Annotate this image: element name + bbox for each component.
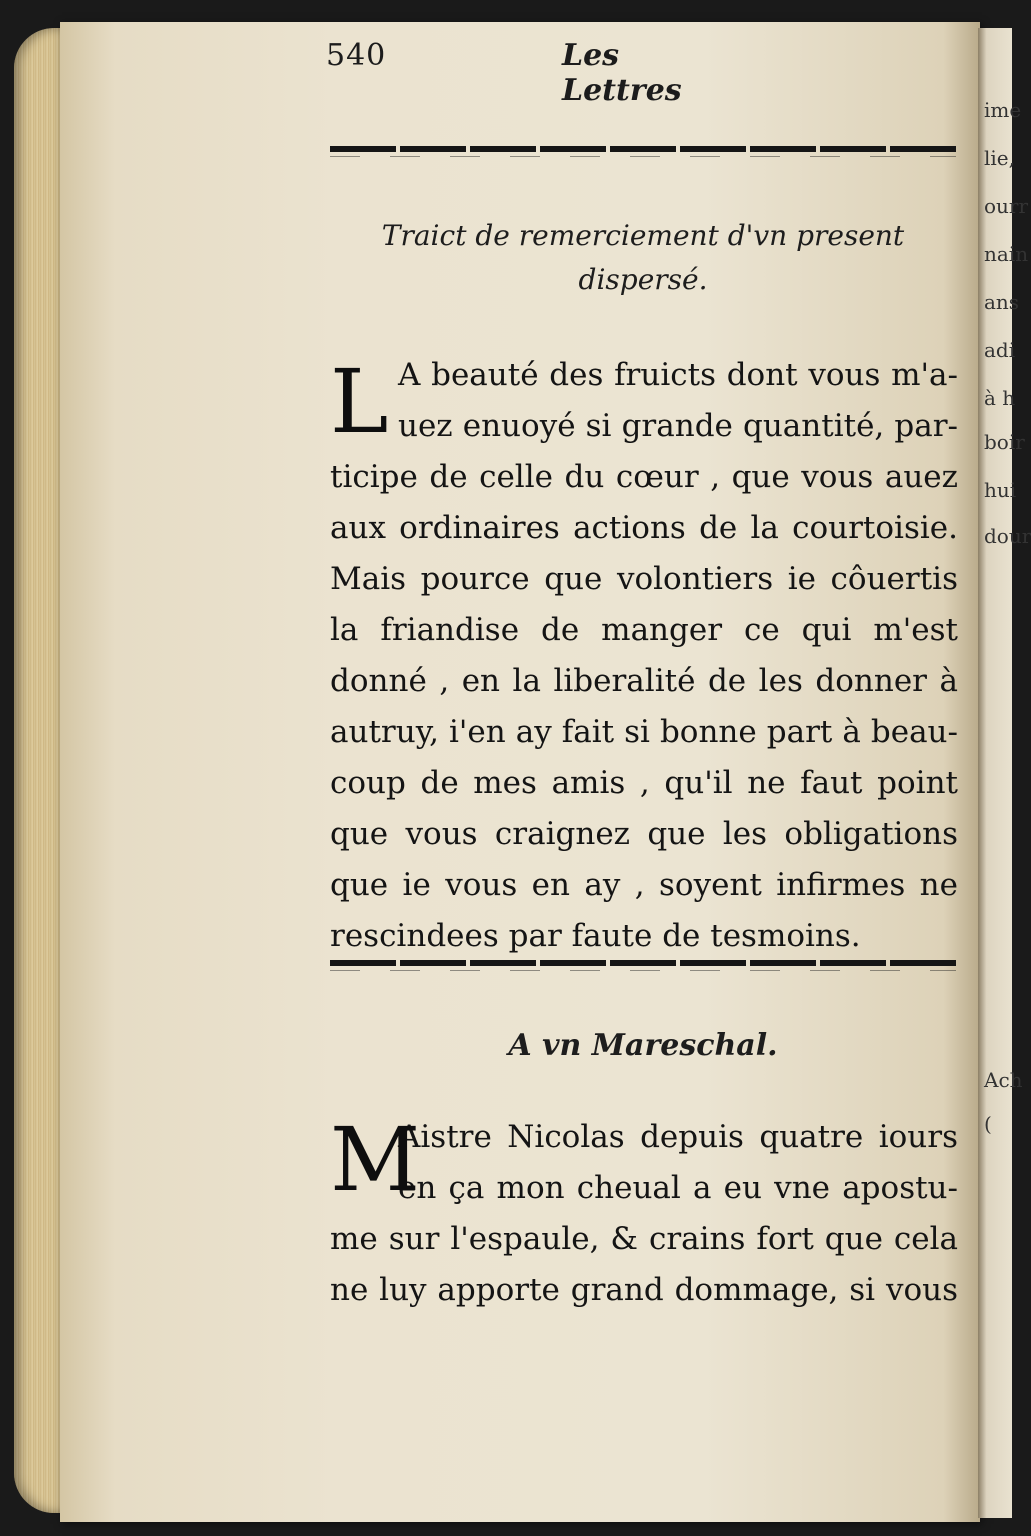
facing-page-fragment: hui — [984, 478, 1017, 502]
section-title — [330, 1024, 956, 1068]
section-title — [330, 214, 956, 302]
text-line: la friandise de manger ce qui m'est — [330, 612, 958, 648]
running-title: Les Lettres — [562, 38, 682, 108]
text-line: donné , en la liberalité de les donner à — [330, 663, 958, 699]
facing-page-fragment: boir — [984, 430, 1025, 454]
facing-page-fragment: dour — [984, 524, 1031, 548]
text-line: ticipe de celle du cœur , que vous auez — [330, 459, 958, 495]
facing-page-fragment: lie, — [984, 146, 1015, 170]
ornamental-rule — [330, 146, 956, 152]
facing-page-fragment: ourr — [984, 194, 1029, 218]
facing-page-fragment: Ach — [984, 1068, 1023, 1092]
section-title-line: A vn Mareschal. — [508, 1028, 778, 1063]
facing-page-fragment: adi — [984, 338, 1016, 362]
letter-body — [330, 1108, 958, 1316]
letter-body — [330, 350, 958, 962]
facing-page-fragment: à h — [984, 386, 1016, 410]
text-line: rescindees par faute de tesmoins. — [330, 918, 861, 954]
facing-page-fragment: nain — [984, 242, 1029, 266]
text-line: Aistre Nicolas depuis quatre iours — [398, 1119, 958, 1155]
text-line: coup de mes amis , qu'il ne faut point — [330, 765, 958, 801]
text-line: autruy, i'en ay fait si bonne part à beau- — [330, 714, 958, 750]
section-title-line: Traict de remerciement d'vn present — [381, 219, 905, 252]
text-line: A beauté des fruicts dont vous m'a- — [398, 357, 958, 393]
facing-page-edge — [978, 28, 1031, 1518]
page-number: 540 — [326, 38, 387, 73]
text-line: Mais pource que volontiers ie côuertis — [330, 561, 958, 597]
text-line: en ça mon cheual a eu vne apostu- — [398, 1170, 958, 1206]
text-line: ne luy apporte grand dommage, si vous — [330, 1272, 958, 1308]
text-line: que vous craignez que les obligations — [330, 816, 958, 852]
text-line: me sur l'espaule, & crains fort que cela — [330, 1221, 958, 1257]
facing-page-fragment: ans — [984, 290, 1020, 314]
ornamental-rule — [330, 960, 956, 966]
text-line: aux ordinaires actions de la courtoisie. — [330, 510, 958, 546]
text-line: que ie vous en ay , soyent infirmes ne — [330, 867, 958, 903]
section-title-line: dispersé. — [578, 263, 708, 296]
drop-cap: M — [330, 1108, 421, 1211]
page-header — [326, 38, 736, 108]
text-line: uez enuoyé si grande quantité, par- — [398, 408, 958, 444]
facing-page-fragment: ( — [984, 1112, 992, 1136]
drop-cap: L — [330, 350, 389, 453]
facing-page-fragment: ime — [984, 98, 1022, 122]
